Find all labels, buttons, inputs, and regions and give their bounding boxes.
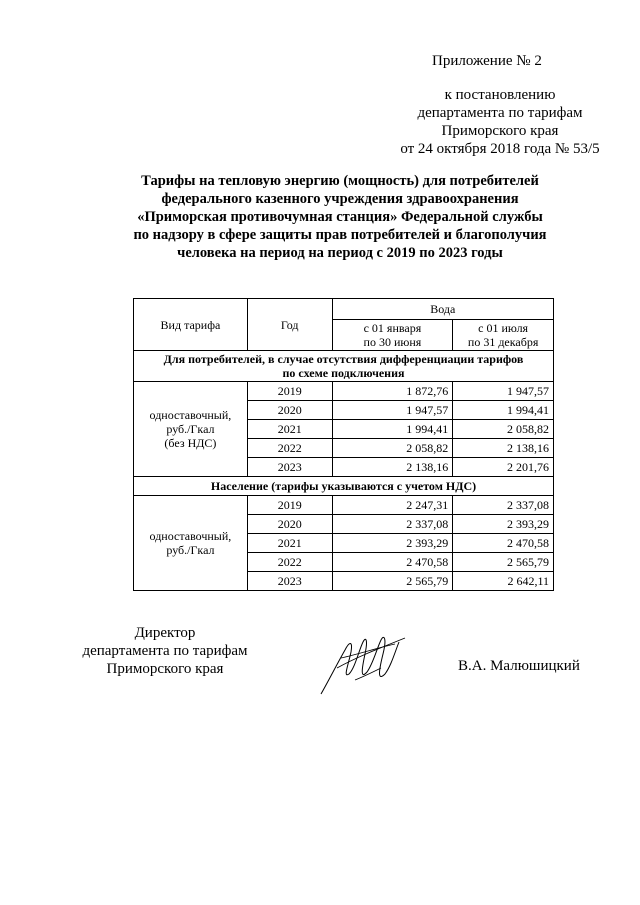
position-line: Приморского края [106,661,224,677]
tariff-kind-line: руб./Гкал [166,422,215,436]
tariff-kind [134,382,248,477]
tariff-kind-line: руб./Гкал [166,543,215,557]
signer-name: В.А. Малюшицкий [458,658,580,674]
handwritten-signature [315,628,410,698]
position-line: Директор [134,625,196,641]
half2-value: 2 393,29 [453,515,554,534]
year-cell: 2022 [247,439,332,458]
signatory-position [70,624,260,678]
tariff-kind [134,496,248,591]
header-water: Вода [332,299,553,320]
half2-value: 2 058,82 [453,420,554,439]
document-title [80,172,600,262]
header-half2-line: по 31 декабря [467,335,539,349]
tariff-kind-line: одноставочный, [149,529,232,543]
half2-value: 2 138,16 [453,439,554,458]
year-cell: 2020 [247,401,332,420]
group-title [134,351,554,382]
header-half1-line: по 30 июня [363,335,422,349]
half1-value: 2 138,16 [332,458,453,477]
half1-value: 2 058,82 [332,439,453,458]
year-cell: 2021 [247,534,332,553]
half2-value: 2 470,58 [453,534,554,553]
table-header-row [134,299,554,320]
tariff-kind-line: (без НДС) [164,436,217,450]
half2-value: 2 642,11 [453,572,554,591]
title-line: по надзору в сфере защиты прав потребителей и благополучия [133,227,547,243]
year-cell: 2022 [247,553,332,572]
position-line: департамента по тарифам [82,643,248,659]
appendix-ref-line: Приморского края [441,123,559,139]
signature-stroke [341,644,395,658]
half1-value: 2 393,29 [332,534,453,553]
appendix-block [380,52,620,158]
year-cell: 2023 [247,458,332,477]
half2-value: 1 994,41 [453,401,554,420]
table-row [134,496,554,515]
header-year: Год [247,299,332,351]
year-cell: 2023 [247,572,332,591]
year-cell: 2019 [247,496,332,515]
appendix-ref-line: к постановлению [444,87,556,103]
header-half1-line: с 01 января [363,321,422,335]
title-line: Тарифы на тепловую энергию (мощность) для потребителей [141,173,539,189]
appendix-ref-line: департамента по тарифам [417,105,583,121]
group-title-row [134,351,554,382]
header-half1 [332,320,453,351]
header-half2-line: с 01 июля [478,321,529,335]
tariff-table [133,298,554,591]
half1-value: 2 565,79 [332,572,453,591]
half1-value: 2 247,31 [332,496,453,515]
half1-value: 1 872,76 [332,382,453,401]
group-title-line: по схеме подключения [282,366,405,380]
year-cell: 2019 [247,382,332,401]
group-title-row [134,477,554,496]
half1-value: 1 947,57 [332,401,453,420]
group-title-line: Для потребителей, в случае отсутствия дифференциации тарифов [163,352,524,366]
appendix-number: Приложение № 2 [432,53,542,69]
half2-value: 2 337,08 [453,496,554,515]
title-line: «Приморская противочумная станция» Федеральной службы [137,209,543,225]
year-cell: 2021 [247,420,332,439]
half2-value: 1 947,57 [453,382,554,401]
half2-value: 2 565,79 [453,553,554,572]
half2-value: 2 201,76 [453,458,554,477]
title-line: федерального казенного учреждения здравоохранения [161,191,519,207]
group-title [134,477,554,496]
table-row [134,382,554,401]
appendix-ref-line: от 24 октября 2018 года № 53/5 [400,141,600,157]
half1-value: 1 994,41 [332,420,453,439]
group-title-line: Население (тарифы указываются с учетом НДС) [210,479,477,493]
half1-value: 2 470,58 [332,553,453,572]
title-line: человека на период на период с 2019 по 2023 годы [177,245,503,261]
half1-value: 2 337,08 [332,515,453,534]
appendix-reference [380,86,620,158]
tariff-kind-line: одноставочный, [149,408,232,422]
header-kind: Вид тарифа [134,299,248,351]
year-cell: 2020 [247,515,332,534]
header-half2 [453,320,554,351]
